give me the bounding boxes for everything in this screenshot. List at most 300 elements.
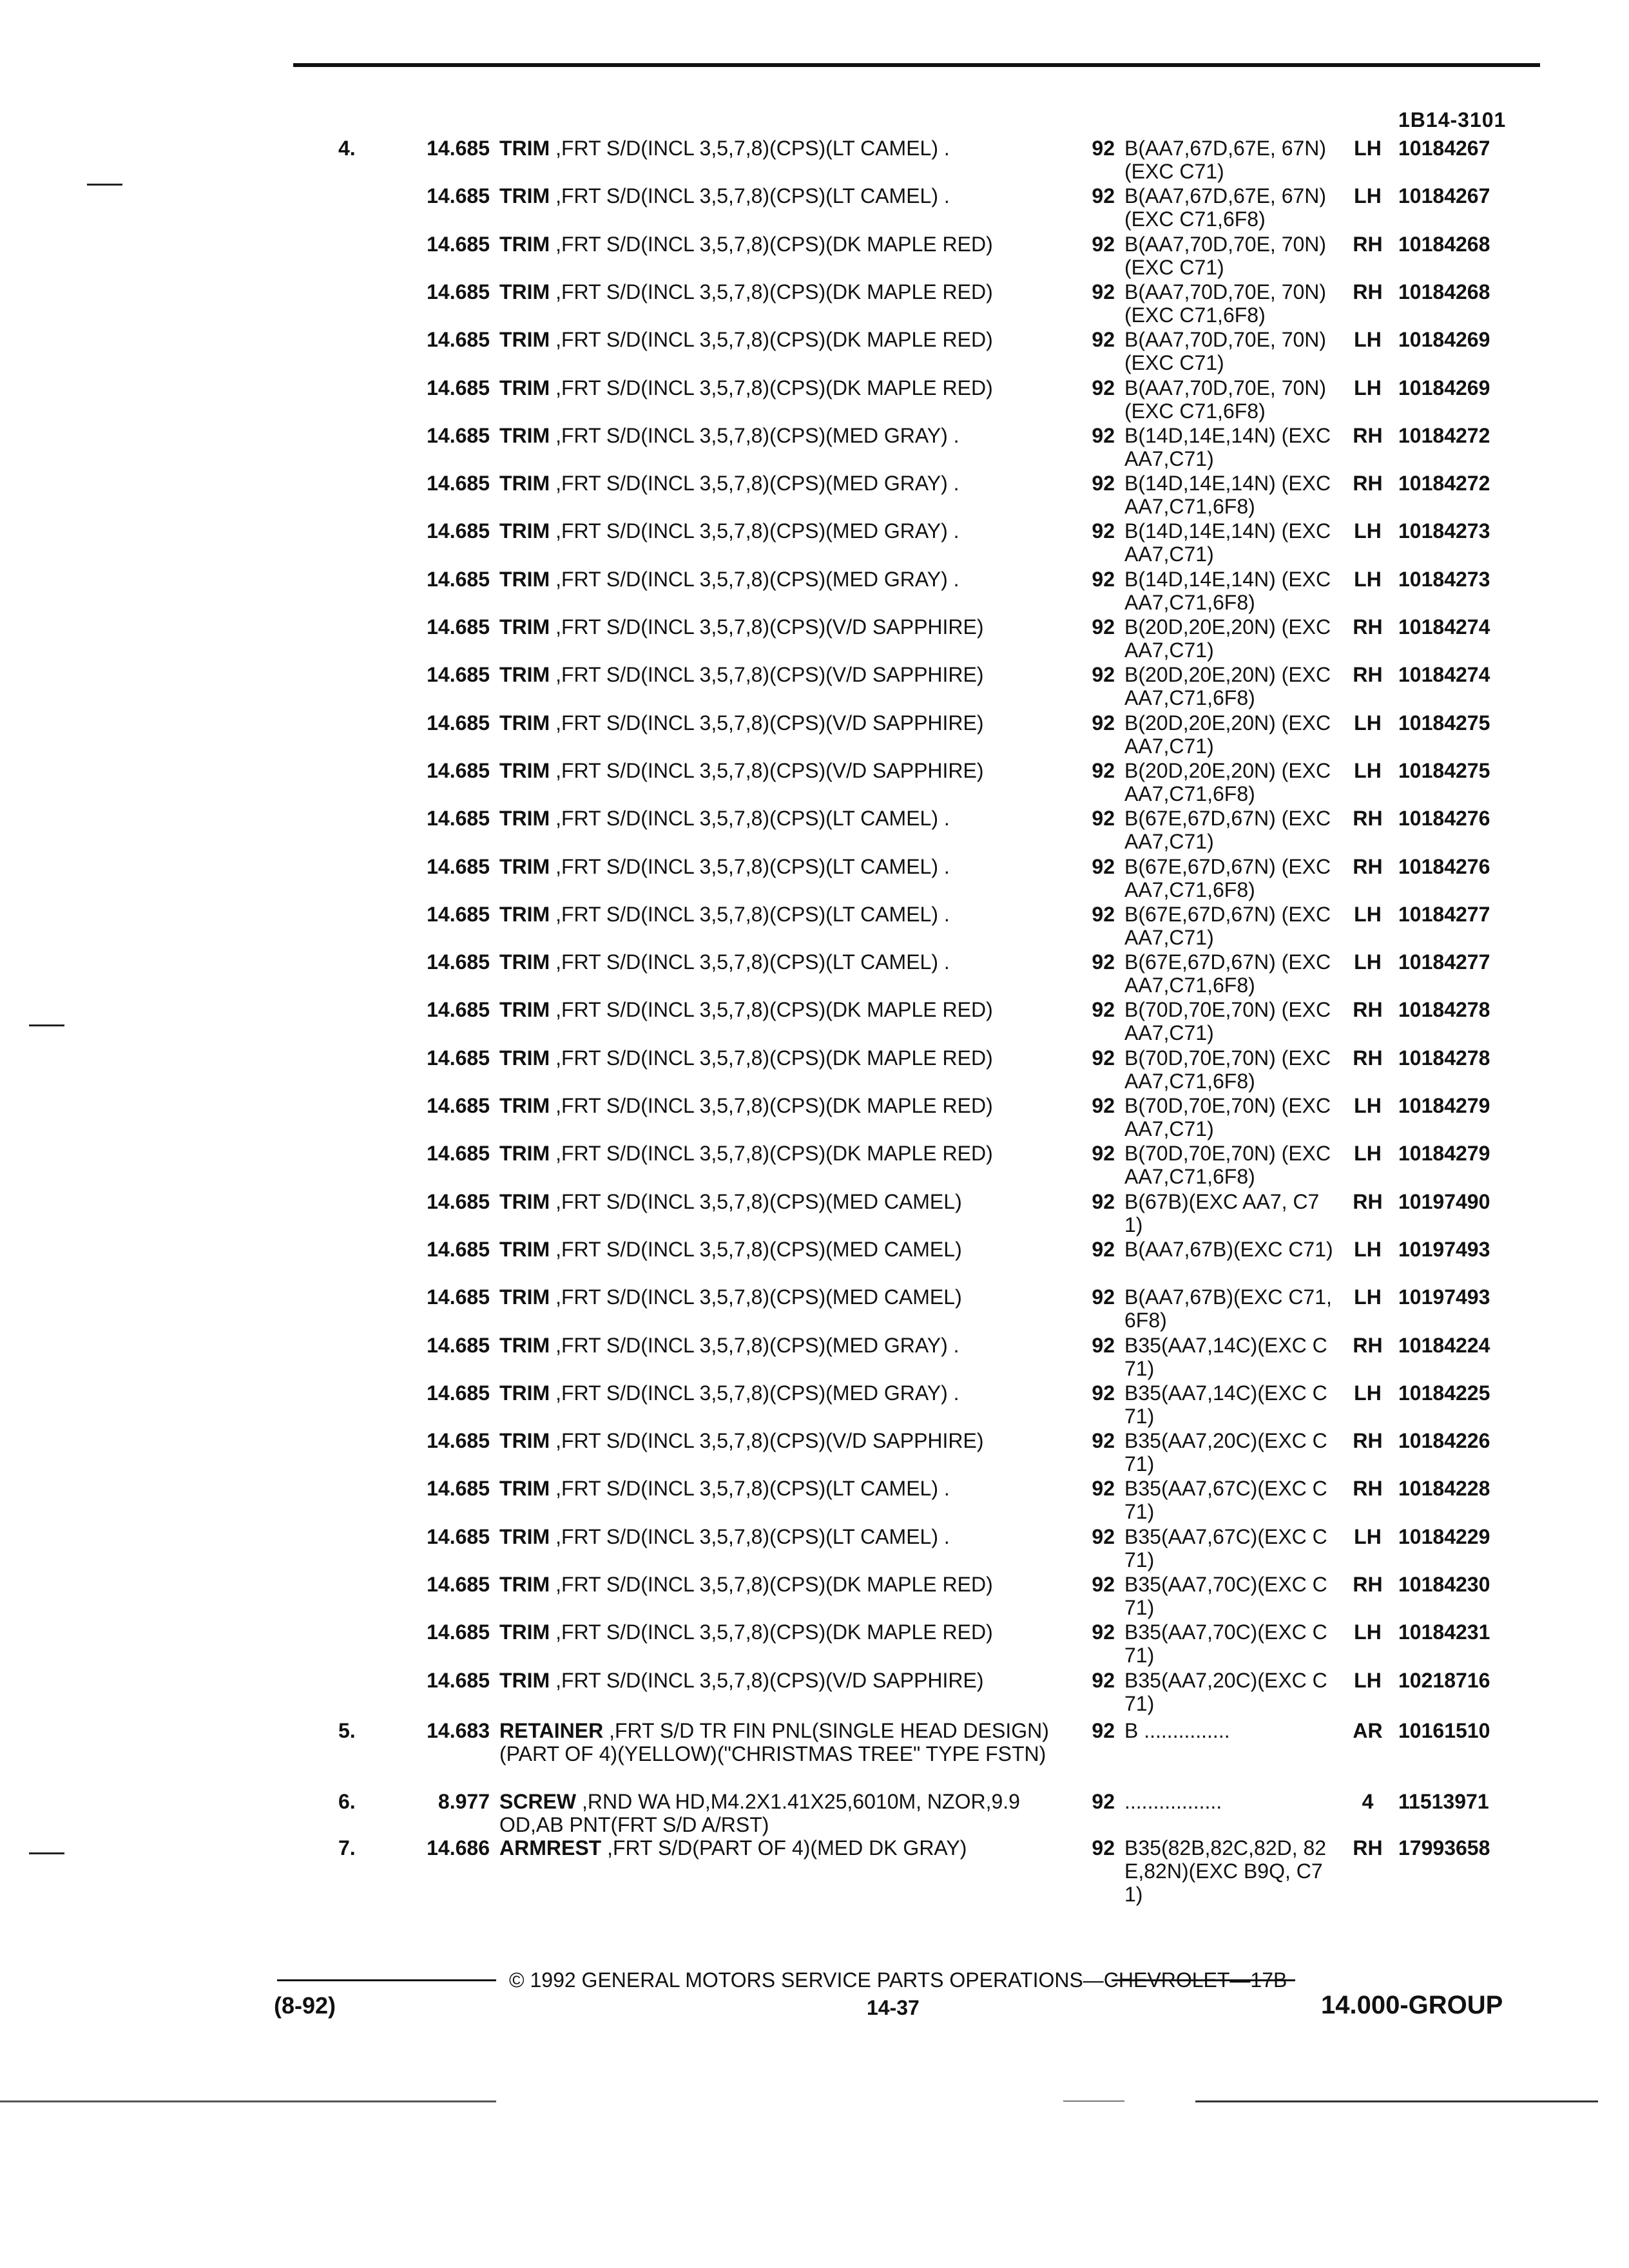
description	[499, 663, 1060, 686]
part-name: TRIM	[499, 1668, 550, 1692]
model-year: 92	[1092, 615, 1115, 639]
model-year: 92	[1092, 1524, 1115, 1548]
quantity: RH	[1353, 280, 1383, 303]
part-number: 10184277	[1398, 950, 1490, 974]
group-number: 14.685	[427, 567, 490, 591]
description	[499, 328, 1060, 351]
quantity: LH	[1354, 1524, 1382, 1548]
quantity: LH	[1354, 1142, 1382, 1166]
model-year: 92	[1092, 902, 1115, 926]
group-number: 14.685	[427, 280, 490, 303]
quantity: 4	[1362, 1790, 1374, 1813]
part-number: 10184279	[1398, 1142, 1490, 1166]
description	[499, 1836, 1060, 1860]
application: B(20D,20E,20N) (EXC AA7,C71)	[1124, 615, 1331, 662]
group-number: 14.685	[427, 1429, 490, 1453]
group-number: 8.977	[438, 1790, 490, 1813]
part-number: 10184273	[1398, 519, 1490, 543]
part-name: TRIM	[499, 1094, 550, 1117]
group-number: 14.685	[427, 1142, 490, 1166]
group-number: 14.685	[427, 1477, 490, 1501]
description	[499, 1094, 1060, 1117]
page-number: 14-37	[867, 1996, 920, 2019]
model-year: 92	[1092, 280, 1115, 303]
application: B35(AA7,14C)(EXC C71)	[1124, 1381, 1327, 1428]
description	[499, 855, 1060, 878]
part-number: 10184275	[1398, 711, 1490, 735]
part-detail: ,FRT S/D(INCL 3,5,7,8)(CPS)(V/D SAPPHIRE)	[555, 615, 984, 639]
part-detail: ,FRT S/D(INCL 3,5,7,8)(CPS)(DK MAPLE RED)	[555, 1142, 993, 1166]
group-number: 14.685	[427, 1381, 490, 1405]
scan-rule	[0, 2100, 496, 2102]
model-year: 92	[1092, 423, 1115, 447]
part-detail: ,FRT S/D(INCL 3,5,7,8)(CPS)(LT CAMEL) .	[555, 950, 950, 974]
model-year: 92	[1092, 519, 1115, 543]
application: B35(AA7,14C)(EXC C71)	[1124, 1333, 1327, 1380]
part-number: 10184276	[1398, 854, 1490, 878]
part-detail: ,FRT S/D(INCL 3,5,7,8)(CPS)(MED GRAY) .	[555, 472, 959, 495]
application: B(70D,70E,70N) (EXC AA7,C71,6F8)	[1124, 1046, 1331, 1093]
part-name: TRIM	[499, 376, 550, 399]
quantity: RH	[1353, 663, 1383, 687]
quantity: RH	[1353, 1836, 1383, 1860]
part-number: 10184269	[1398, 376, 1490, 399]
description	[499, 424, 1060, 447]
scan-rule	[1063, 2100, 1124, 2102]
part-detail: ,FRT S/D(INCL 3,5,7,8)(CPS)(V/D SAPPHIRE)	[555, 663, 984, 687]
group-number: 14.685	[427, 902, 490, 926]
description	[499, 568, 1060, 591]
part-name: TRIM	[499, 137, 550, 160]
part-number: 10184275	[1398, 758, 1490, 782]
description	[499, 1620, 1060, 1644]
part-name: TRIM	[499, 1524, 550, 1548]
part-number: 10184278	[1398, 998, 1490, 1022]
part-name: TRIM	[499, 1189, 550, 1213]
description	[499, 950, 1060, 974]
part-number: 10184268	[1398, 232, 1490, 256]
part-detail: ,FRT S/D(INCL 3,5,7,8)(CPS)(DK MAPLE RED)	[555, 1620, 993, 1644]
group-number: 14.685	[427, 1620, 490, 1644]
quantity: AR	[1353, 1719, 1383, 1742]
application: B(14D,14E,14N) (EXC AA7,C71)	[1124, 423, 1331, 470]
part-name: TRIM	[499, 1237, 550, 1261]
part-detail: ,FRT S/D(INCL 3,5,7,8)(CPS)(V/D SAPPHIRE)	[555, 1429, 984, 1453]
model-year: 92	[1092, 1790, 1115, 1813]
group-number: 14.685	[427, 1333, 490, 1357]
part-number: 11513971	[1398, 1790, 1489, 1813]
group-number: 14.685	[427, 232, 490, 256]
part-number: 10184269	[1398, 328, 1490, 352]
part-detail: ,FRT S/D(INCL 3,5,7,8)(CPS)(DK MAPLE RED)	[555, 1094, 993, 1117]
part-number: 10218716	[1398, 1668, 1490, 1692]
model-year: 92	[1092, 567, 1115, 591]
quantity: LH	[1354, 1381, 1382, 1405]
application: B(70D,70E,70N) (EXC AA7,C71,6F8)	[1124, 1142, 1331, 1189]
group-number: 14.685	[427, 758, 490, 782]
part-detail: ,FRT S/D(INCL 3,5,7,8)(CPS)(DK MAPLE RED)	[555, 1046, 993, 1070]
part-number: 10184267	[1398, 184, 1490, 208]
part-detail: ,FRT S/D(INCL 3,5,7,8)(CPS)(LT CAMEL) .	[555, 1477, 950, 1501]
part-number: 10184224	[1398, 1333, 1490, 1357]
group-number: 14.685	[427, 807, 490, 831]
quantity: LH	[1354, 1668, 1382, 1692]
part-number: 10184273	[1398, 567, 1490, 591]
application: B35(AA7,70C)(EXC C71)	[1124, 1620, 1327, 1667]
model-year: 92	[1092, 854, 1115, 878]
quantity: LH	[1354, 902, 1382, 926]
application: B(AA7,67D,67E, 67N)(EXC C71,6F8)	[1124, 184, 1327, 231]
part-name: TRIM	[499, 1046, 550, 1070]
quantity: LH	[1354, 519, 1382, 543]
description	[499, 1285, 1060, 1309]
model-year: 92	[1092, 1046, 1115, 1070]
group-number: 14.685	[427, 328, 490, 352]
quantity: RH	[1353, 1046, 1383, 1070]
description	[499, 998, 1060, 1021]
part-number: 10197493	[1398, 1237, 1490, 1261]
quantity: LH	[1354, 758, 1382, 782]
quantity: LH	[1354, 328, 1382, 352]
quantity: LH	[1354, 1237, 1382, 1261]
part-detail: ,FRT S/D(INCL 3,5,7,8)(CPS)(LT CAMEL) .	[555, 1524, 950, 1548]
part-number: 10184272	[1398, 472, 1490, 495]
part-number: 10184230	[1398, 1573, 1490, 1596]
part-name: TRIM	[499, 1429, 550, 1453]
application: B(67E,67D,67N) (EXC AA7,C71,6F8)	[1124, 950, 1331, 997]
part-name: TRIM	[499, 758, 550, 782]
application: B(AA7,70D,70E, 70N)(EXC C71,6F8)	[1124, 376, 1327, 423]
model-year: 92	[1092, 1333, 1115, 1357]
description	[499, 137, 1060, 160]
part-name: TRIM	[499, 1573, 550, 1596]
description	[499, 759, 1060, 782]
application: B(67B)(EXC AA7, C71)	[1124, 1189, 1320, 1236]
part-detail: ,FRT S/D(INCL 3,5,7,8)(CPS)(LT CAMEL) .	[555, 184, 950, 208]
part-detail: ,FRT S/D(INCL 3,5,7,8)(CPS)(DK MAPLE RED)	[555, 998, 993, 1022]
model-year: 92	[1092, 1477, 1115, 1501]
group-number: 14.685	[427, 184, 490, 208]
part-detail: ,FRT S/D(INCL 3,5,7,8)(CPS)(DK MAPLE RED)	[555, 232, 993, 256]
part-name: TRIM	[499, 519, 550, 543]
quantity: LH	[1354, 137, 1382, 160]
part-name: TRIM	[499, 567, 550, 591]
model-year: 92	[1092, 1836, 1115, 1860]
part-number: 10197490	[1398, 1189, 1490, 1213]
application: B(AA7,67D,67E, 67N)(EXC C71)	[1124, 137, 1327, 183]
description	[499, 376, 1060, 399]
application: B35(AA7,20C)(EXC C71)	[1124, 1429, 1327, 1476]
group-number: 14.685	[427, 663, 490, 687]
group-number: 14.685	[427, 615, 490, 639]
model-year: 92	[1092, 1620, 1115, 1644]
model-year: 92	[1092, 1285, 1115, 1309]
application: B(AA7,70D,70E, 70N)(EXC C71)	[1124, 232, 1327, 279]
quantity: RH	[1353, 615, 1383, 639]
part-detail: ,FRT S/D(INCL 3,5,7,8)(CPS)(V/D SAPPHIRE)	[555, 1668, 984, 1692]
part-detail: ,FRT S/D(INCL 3,5,7,8)(CPS)(MED GRAY) .	[555, 423, 959, 447]
model-year: 92	[1092, 232, 1115, 256]
part-number: 10184274	[1398, 663, 1490, 687]
part-detail: ,FRT S/D(INCL 3,5,7,8)(CPS)(LT CAMEL) .	[555, 902, 950, 926]
part-detail: ,FRT S/D(INCL 3,5,7,8)(CPS)(MED CAMEL)	[555, 1285, 962, 1309]
part-detail: ,FRT S/D(INCL 3,5,7,8)(CPS)(DK MAPLE RED)	[555, 280, 993, 303]
quantity: LH	[1354, 1285, 1382, 1309]
part-number: 17993658	[1398, 1836, 1490, 1860]
application: B35(AA7,70C)(EXC C71)	[1124, 1573, 1327, 1619]
model-year: 92	[1092, 1429, 1115, 1453]
quantity: RH	[1353, 1189, 1383, 1213]
quantity: RH	[1353, 807, 1383, 831]
model-year: 92	[1092, 184, 1115, 208]
application: B35(AA7,67C)(EXC C71)	[1124, 1477, 1327, 1524]
description	[499, 615, 1060, 639]
model-year: 92	[1092, 711, 1115, 735]
application: B35(AA7,67C)(EXC C71)	[1124, 1524, 1327, 1571]
part-name: TRIM	[499, 854, 550, 878]
part-detail: ,FRT S/D(INCL 3,5,7,8)(CPS)(V/D SAPPHIRE)	[555, 711, 984, 735]
part-name: TRIM	[499, 1477, 550, 1501]
part-detail: ,FRT S/D(INCL 3,5,7,8)(CPS)(DK MAPLE RED)	[555, 1573, 993, 1596]
model-year: 92	[1092, 1189, 1115, 1213]
group-number: 14.685	[427, 711, 490, 735]
part-detail: ,FRT S/D(INCL 3,5,7,8)(CPS)(V/D SAPPHIRE)	[555, 758, 984, 782]
quantity: RH	[1353, 1573, 1383, 1596]
description	[499, 903, 1060, 926]
group-number: 14.685	[427, 1189, 490, 1213]
part-name: TRIM	[499, 1381, 550, 1405]
quantity: RH	[1353, 232, 1383, 256]
model-year: 92	[1092, 472, 1115, 495]
model-year: 92	[1092, 328, 1115, 352]
part-name: TRIM	[499, 280, 550, 303]
group-number: 14.685	[427, 423, 490, 447]
footer-copyright: © 1992 GENERAL MOTORS SERVICE PARTS OPERATIONS—CHEVROLET—17B	[509, 1968, 1287, 1992]
part-name: TRIM	[499, 1620, 550, 1644]
part-name: TRIM	[499, 1333, 550, 1357]
quantity: LH	[1354, 376, 1382, 399]
model-year: 92	[1092, 137, 1115, 160]
group-number: 14.685	[427, 376, 490, 399]
application: B(AA7,67B)(EXC C71)	[1124, 1237, 1333, 1261]
group-number: 14.685	[427, 1668, 490, 1692]
part-name: TRIM	[499, 423, 550, 447]
part-number: 10184276	[1398, 807, 1490, 831]
description	[499, 1719, 1060, 1765]
part-name: ARMREST	[499, 1836, 602, 1860]
group-number: 14.686	[427, 1836, 490, 1860]
part-detail: ,FRT S/D(INCL 3,5,7,8)(CPS)(DK MAPLE RED)	[555, 376, 993, 399]
model-year: 92	[1092, 950, 1115, 974]
part-name: TRIM	[499, 232, 550, 256]
quantity: LH	[1354, 711, 1382, 735]
group-number: 14.685	[427, 137, 490, 160]
model-year: 92	[1092, 998, 1115, 1022]
part-number: 10184231	[1398, 1620, 1490, 1644]
part-number: 10184229	[1398, 1524, 1490, 1548]
application: B(67E,67D,67N) (EXC AA7,C71,6F8)	[1124, 854, 1331, 901]
application: B(14D,14E,14N) (EXC AA7,C71,6F8)	[1124, 567, 1331, 614]
part-detail: ,FRT S/D(INCL 3,5,7,8)(CPS)(MED GRAY) .	[555, 567, 959, 591]
quantity: RH	[1353, 1333, 1383, 1357]
part-detail: ,FRT S/D(INCL 3,5,7,8)(CPS)(DK MAPLE RED)	[555, 328, 993, 352]
part-name: TRIM	[499, 663, 550, 687]
part-number: 10184267	[1398, 137, 1490, 160]
description	[499, 1477, 1060, 1500]
part-name: TRIM	[499, 615, 550, 639]
part-name: TRIM	[499, 328, 550, 352]
part-number: 10197493	[1398, 1285, 1490, 1309]
footer-date: (8-92)	[274, 1992, 336, 2019]
model-year: 92	[1092, 1237, 1115, 1261]
part-name: TRIM	[499, 184, 550, 208]
item-key: 7.	[338, 1836, 356, 1860]
scan-rule	[1195, 2100, 1598, 2102]
part-detail: ,FRT S/D(PART OF 4)(MED DK GRAY)	[607, 1836, 967, 1860]
quantity: RH	[1353, 998, 1383, 1022]
part-detail: ,FRT S/D(INCL 3,5,7,8)(CPS)(LT CAMEL) .	[555, 807, 950, 831]
part-name: TRIM	[499, 807, 550, 831]
model-year: 92	[1092, 376, 1115, 399]
model-year: 92	[1092, 1094, 1115, 1117]
group-number: 14.685	[427, 1046, 490, 1070]
description	[499, 1381, 1060, 1405]
group-number: 14.685	[427, 998, 490, 1022]
group-number: 14.685	[427, 1237, 490, 1261]
part-number: 10184277	[1398, 902, 1490, 926]
part-number: 10184225	[1398, 1381, 1490, 1405]
table-row	[0, 1719, 1629, 1796]
model-year: 92	[1092, 1142, 1115, 1166]
part-number: 10184272	[1398, 423, 1490, 447]
application: B(67E,67D,67N) (EXC AA7,C71)	[1124, 902, 1331, 949]
model-year: 92	[1092, 807, 1115, 831]
application: B(14D,14E,14N) (EXC AA7,C71)	[1124, 519, 1331, 566]
description	[499, 280, 1060, 303]
description	[499, 1334, 1060, 1357]
part-number: 10184226	[1398, 1429, 1490, 1453]
group-number: 14.685	[427, 854, 490, 878]
application: B(14D,14E,14N) (EXC AA7,C71,6F8)	[1124, 472, 1331, 519]
group-number: 14.685	[427, 472, 490, 495]
model-year: 92	[1092, 1719, 1115, 1742]
part-name: SCREW	[499, 1790, 577, 1813]
application: B(20D,20E,20N) (EXC AA7,C71,6F8)	[1124, 758, 1331, 805]
description	[499, 1790, 1060, 1836]
group-number: 14.685	[427, 519, 490, 543]
description	[499, 1190, 1060, 1213]
description	[499, 1046, 1060, 1070]
application: .................	[1124, 1790, 1222, 1813]
quantity: LH	[1354, 567, 1382, 591]
part-name: RETAINER	[499, 1719, 604, 1742]
model-year: 92	[1092, 1573, 1115, 1596]
quantity: LH	[1354, 1094, 1382, 1117]
description	[499, 233, 1060, 256]
application: B35(AA7,20C)(EXC C71)	[1124, 1668, 1327, 1715]
application: B(67E,67D,67N) (EXC AA7,C71)	[1124, 807, 1331, 854]
part-number: 10184228	[1398, 1477, 1490, 1501]
application: B35(82B,82C,82D, 82E,82N)(EXC B9Q, C71)	[1124, 1836, 1327, 1906]
part-name: TRIM	[499, 472, 550, 495]
quantity: LH	[1354, 950, 1382, 974]
part-detail: ,FRT S/D(INCL 3,5,7,8)(CPS)(LT CAMEL) .	[555, 137, 950, 160]
model-year: 92	[1092, 1381, 1115, 1405]
part-number: 10161510	[1398, 1719, 1490, 1742]
application: B(70D,70E,70N) (EXC AA7,C71)	[1124, 1094, 1331, 1140]
part-detail: ,FRT S/D(INCL 3,5,7,8)(CPS)(MED GRAY) .	[555, 1333, 959, 1357]
description	[499, 472, 1060, 495]
part-name: TRIM	[499, 1142, 550, 1166]
part-detail: ,FRT S/D(INCL 3,5,7,8)(CPS)(MED GRAY) .	[555, 519, 959, 543]
group-number: 14.685	[427, 1524, 490, 1548]
application: B(AA7,70D,70E, 70N)(EXC C71)	[1124, 328, 1327, 375]
quantity: RH	[1353, 423, 1383, 447]
description	[499, 1525, 1060, 1548]
application: B(AA7,67B)(EXC C71,6F8)	[1124, 1285, 1332, 1332]
catalog-code: 1B14-3101	[1398, 108, 1507, 131]
description	[499, 519, 1060, 543]
part-name: TRIM	[499, 711, 550, 735]
table-row	[0, 1836, 1629, 1914]
part-detail: ,FRT S/D(INCL 3,5,7,8)(CPS)(MED CAMEL)	[555, 1237, 962, 1261]
group-number: 14.685	[427, 1285, 490, 1309]
description	[499, 1669, 1060, 1692]
quantity: RH	[1353, 1429, 1383, 1453]
part-detail: ,FRT S/D(INCL 3,5,7,8)(CPS)(MED CAMEL)	[555, 1189, 962, 1213]
application: B(AA7,70D,70E, 70N)(EXC C71,6F8)	[1124, 280, 1327, 327]
quantity: LH	[1354, 184, 1382, 208]
description	[499, 184, 1060, 207]
group-number: 14.685	[427, 950, 490, 974]
part-number: 10184274	[1398, 615, 1490, 639]
model-year: 92	[1092, 1668, 1115, 1692]
group-number: 14.683	[427, 1719, 490, 1742]
group-number: 14.685	[427, 1094, 490, 1117]
part-number: 10184279	[1398, 1094, 1490, 1117]
item-key: 4.	[338, 137, 356, 160]
application: B(20D,20E,20N) (EXC AA7,C71,6F8)	[1124, 663, 1331, 710]
quantity: LH	[1354, 1620, 1382, 1644]
footer-rule	[277, 1979, 496, 1981]
part-detail: ,FRT S/D(INCL 3,5,7,8)(CPS)(LT CAMEL) .	[555, 854, 950, 878]
application: B(20D,20E,20N) (EXC AA7,C71)	[1124, 711, 1331, 758]
model-year: 92	[1092, 758, 1115, 782]
group-number: 14.685	[427, 1573, 490, 1596]
part-name: TRIM	[499, 998, 550, 1022]
quantity: RH	[1353, 472, 1383, 495]
quantity: RH	[1353, 1477, 1383, 1501]
part-detail: ,FRT S/D(INCL 3,5,7,8)(CPS)(MED GRAY) .	[555, 1381, 959, 1405]
quantity: RH	[1353, 854, 1383, 878]
description	[499, 1238, 1060, 1261]
part-detail: ,RND WA HD,M4.2X1.41X25,6010M, NZOR,9.9 OD,AB PNT(FRT S/D A/RST)	[499, 1790, 1020, 1836]
description	[499, 807, 1060, 830]
application: B(70D,70E,70N) (EXC AA7,C71)	[1124, 998, 1331, 1045]
description	[499, 1429, 1060, 1452]
part-number: 10184278	[1398, 1046, 1490, 1070]
application: B ...............	[1124, 1719, 1230, 1742]
description	[499, 1573, 1060, 1596]
item-key: 6.	[338, 1790, 356, 1813]
description	[499, 1142, 1060, 1165]
part-name: TRIM	[499, 1285, 550, 1309]
model-year: 92	[1092, 663, 1115, 687]
description	[499, 711, 1060, 735]
part-name: TRIM	[499, 950, 550, 974]
part-detail: ,FRT S/D TR FIN PNL(SINGLE HEAD DESIGN)(PART OF 4)(YELLOW)("CHRISTMAS TREE" TYPE FSTN)	[499, 1719, 1049, 1765]
part-name: TRIM	[499, 902, 550, 926]
